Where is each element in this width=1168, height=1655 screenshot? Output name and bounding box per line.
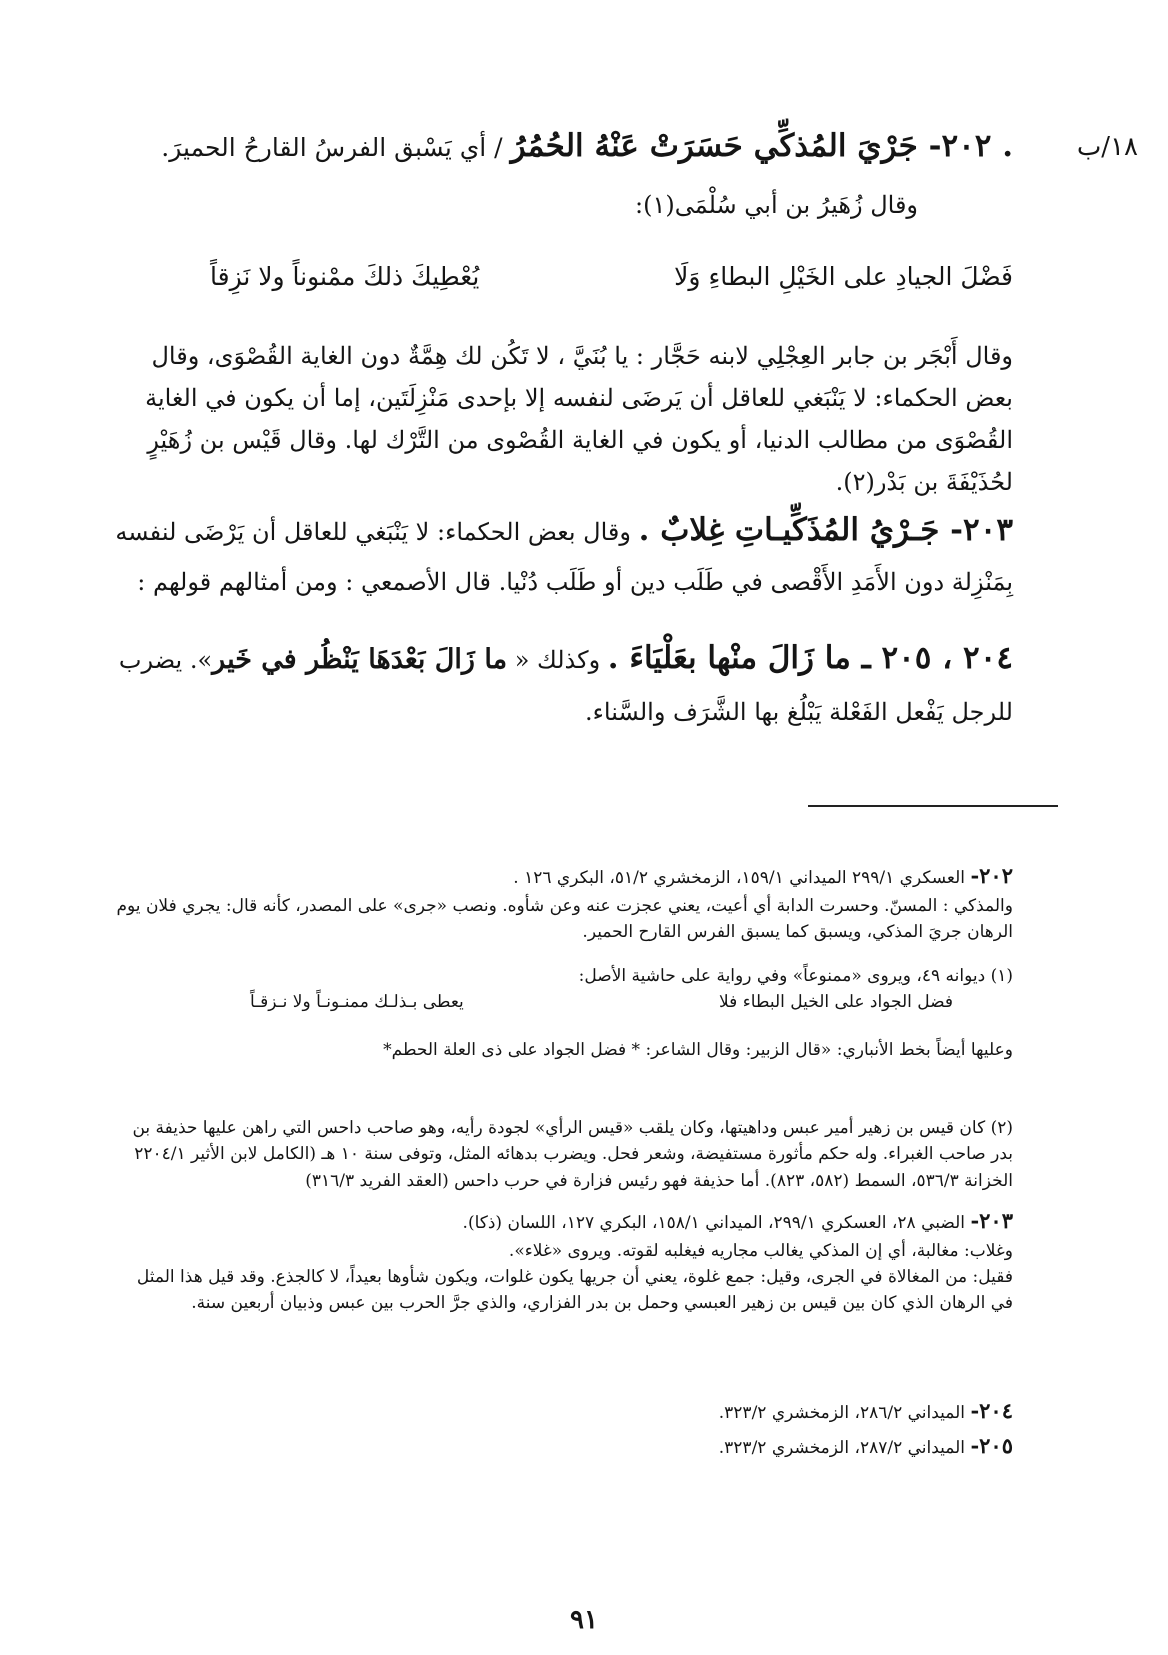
note-1-extra: وعليها أيضاً بخط الأنباري: «قال الزبير: وقال الشاعر: * فضل الجواد على ذى العلة الحطم*: [383, 1040, 1013, 1060]
zuhayr-intro: وقال زُهَيرُ بن أبي سُلْمَى(١):: [635, 191, 918, 219]
page-number: ٩١: [570, 1605, 598, 1635]
note-202: [110, 860, 1013, 945]
entry-203-title: ٢٠٣- جَـرْيُ المُذَكِّيـاتِ غِلابٌ .: [638, 512, 1013, 548]
note-203-gloss-2: فقيل: من المغالاة في الجرى، وقيل: جمع غلوة، يعني أن جريها يكون غلوات، ويكون شأوها بعيداً، لا كالجذع. وقد قيل هذا المثل في الرهان الذي كان بين قيس بن زهير العبسي وحمل بن بدر الفزاري، والذي جرَّ الحرب بين عبس وذبيان أربعين سنة.: [136, 1266, 1013, 1314]
note-205-refs: الميداني ٢٨٧/٢، الزمخشري ٣٢٣/٢.: [718, 1438, 971, 1458]
note-1-verse-second: يعطى بـذلـك ممنـونـاً ولا نـزقـاً: [250, 992, 464, 1012]
verse-first-hemistich: فَضْلَ الجيادِ على الخَيْلِ البطاءِ وَلَا: [674, 262, 1013, 291]
entry-202-title: . ٢٠٢- جَرْيَ المُذكِّي حَسَرَتْ عَنْهُ الحُمُرُ: [510, 128, 1013, 164]
verse-second-hemistich: يُعْطِيكَ ذلكَ ممْنوناً ولا نَزِقاً: [210, 262, 480, 291]
entry-202-text: / أي يَسْبق الفرسُ القارحُ الحميرَ.: [161, 133, 511, 162]
note-1-verse: [250, 992, 953, 1018]
note-202-number: ٢٠٢-: [970, 863, 1013, 888]
footnote-separator: [808, 805, 1058, 807]
note-203-refs-line: [110, 1205, 1013, 1238]
margin-folio-note: ١٨/ب: [1076, 132, 1138, 162]
entry-203-text: وقال بعض الحكماء: لا يَنْبَغي للعاقل أن يَرْضَى لنفسه بِمَنْزِلة دون الأَمَدِ الأَقْصى في طَلَب دين أو طَلَب دُنْيا. قال الأصمعي : ومن أمثالهم قولهم :: [115, 518, 1013, 596]
note-202-refs: العسكري ٢٩٩/١ الميداني ١٥٩/١، الزمخشري ٥١/٢، البكري ١٢٦ .: [513, 868, 971, 888]
entry-204-205-text: ». يضرب للرجل يَفْعل الفَعْلة يَبْلُغ بها الشَّرَف والسَّناء.: [118, 646, 1013, 726]
note-202-refs-line: [110, 860, 1013, 893]
note-1-verse-first: فضل الجواد على الخيل البطاء فلا: [719, 992, 953, 1012]
entry-204-205-quote: ما زَالَ بَعْدَهَا يَنْظُر في خَير: [212, 644, 508, 675]
note-204-number: ٢٠٤-: [970, 1398, 1013, 1423]
note-203: [110, 1205, 1013, 1317]
note-1: (١) ديوانه ٤٩، ويروى «ممنوعاً» وفي رواية على حاشية الأصل:: [578, 966, 1013, 986]
entry-202-heading: [110, 128, 1013, 168]
note-203-gloss-1: وغلاب: مغالبة، أي إن المذكي يغالب مجاريه فيغلبه لقوته. ويروى «غلاء».: [508, 1240, 1013, 1261]
note-2: (٢) كان قيس بن زهير أمير عبس وداهيتها، وكان يلقب «قيس الرأي» لجودة رأيه، وهو صاحب داحس التي راهن عليها حذيفة بن بدر صاحب الغبراء. وله حكم مأثورة مستفيضة، وشعر فحل. ويضرب بدهائه المثل، وتوفى سنة ١٠ هـ (الكامل لابن الأثير ٢٢٠٤/١ الخزانة ٥٣٦/٣، السمط (٥٨٢، ٨٢٣). أما حذيفة فهو رئيس فزارة في حرب داحس (العقد الفريد ٣١٦/٣): [132, 1118, 1013, 1191]
verse-line: [170, 262, 1013, 302]
entry-204-205-title: ٢٠٤ ، ٢٠٥ ـ ما زَالَ منْها بعَلْيَاءَ .: [607, 640, 1013, 676]
note-203-number: ٢٠٣-: [970, 1208, 1013, 1233]
note-205-number: ٢٠٥-: [970, 1433, 1013, 1458]
note-204-refs: الميداني ٢٨٦/٢، الزمخشري ٣٢٣/٢.: [718, 1403, 971, 1423]
paragraph-sayings: وقال أَبْجَر بن جابر العِجْلِي لابنه حَجَّار : يا بُنَيَّ ، لا تَكُن لك هِمَّةٌ دون الغاية القُصْوَى، وقال بعض الحكماء: لا يَنْبَغي للعاقل أن يَرضَى لنفسه إلا بإحدى مَنْزِلَتَين، إما أن يكون في الغاية القُصْوَى من مطالب الدنيا، أو يكون في الغاية القُصْوى من التَّرْك لها. وقال قَيْس بن زُهَيْرٍ لحُذَيْفَةَ بن بَدْر(٢).: [145, 342, 1013, 496]
note-203-refs: الضبي ٢٨، العسكري ٢٩٩/١، الميداني ١٥٨/١، البكري ١٢٧، اللسان (ذكا).: [462, 1213, 971, 1233]
entry-204-205-middle: وكذلك «: [507, 646, 608, 674]
entry-204-205: [110, 632, 1013, 738]
note-204: [110, 1395, 1013, 1428]
entry-203: [110, 505, 1013, 607]
note-202-gloss: والمذكي : المسنّ. وحسرت الدابة أي أعيت، يعني عجزت عنه وعن شأوه. ونصب «جرى» على المصدر، كأنه قال: يجري فلان يوم الرهان جريَ المذكي، ويسبق كما يسبق الفرس القارح الحمير.: [116, 895, 1013, 942]
note-205: [110, 1430, 1013, 1463]
